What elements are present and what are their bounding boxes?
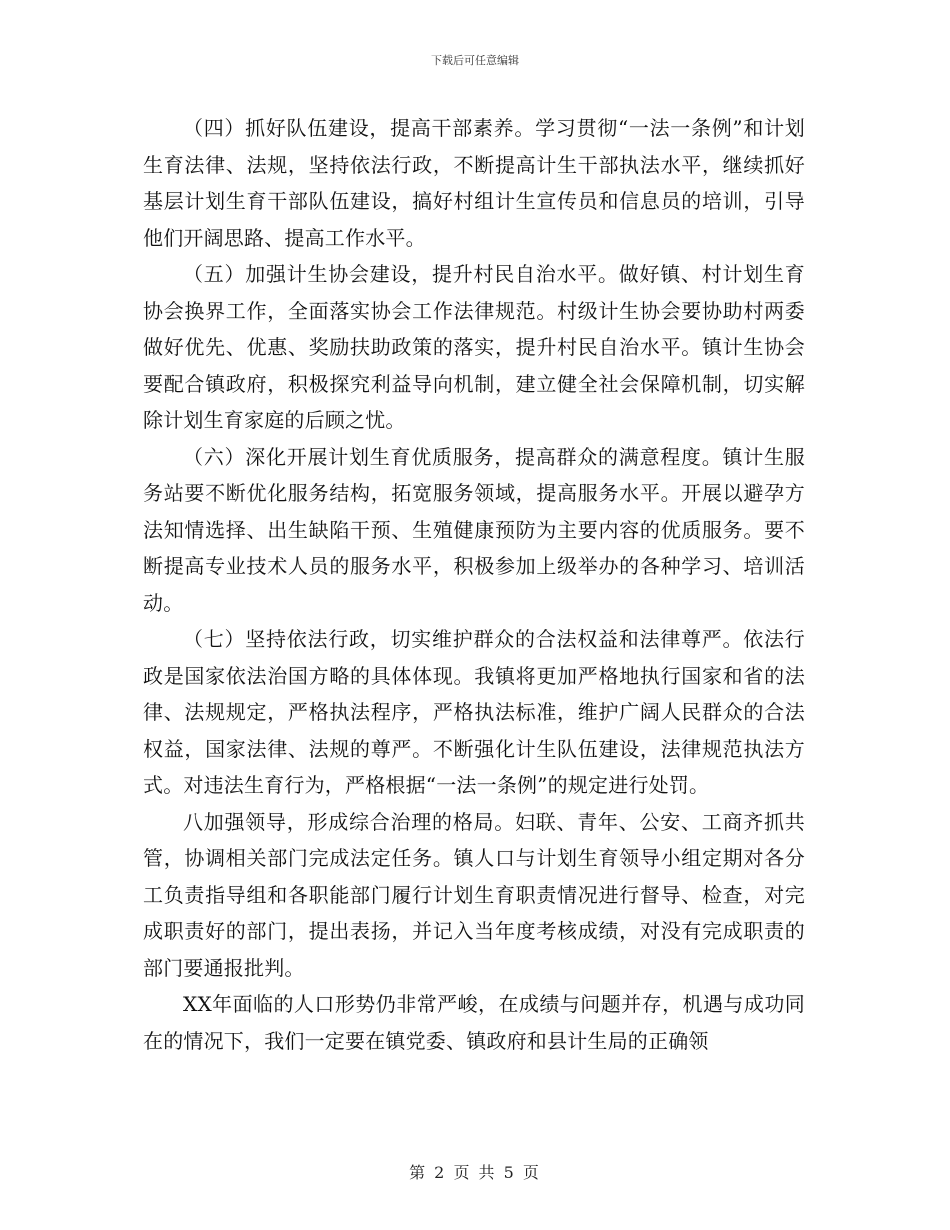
paragraph-leadership: 八加强领导，形成综合治理的格局。妇联、青年、公安、工商齐抓共管，协调相关部门完成法定任务。镇人口与计划生育领导小组定期对各分工负责指导组和各职能部门履行计划生育职责情况进行督导、检查，对完成职责好的部门，提出表扬，并记入当年度考核成绩，对没有完成职责的部门要通报批判。 bbox=[143, 809, 805, 980]
header-note: 下载后可任意编辑 bbox=[431, 54, 519, 67]
paragraph-quality-service: （六）深化开展计划生育优质服务，提高群众的满意程度。镇计生服务站要不断优化服务结构，拓宽服务领域，提高服务水平。开展以避孕方法知情选择、出生缺陷干预、生殖健康预防为主要内容的优质服务。要不断提高专业技术人员的服务水平，积极参加上级举办的各种学习、培训活动。 bbox=[143, 444, 805, 615]
document-body bbox=[143, 110, 805, 1059]
paragraph-lawful-administration: （七）坚持依法行政，切实维护群众的合法权益和法律尊严。依法行政是国家依法治国方略的具体体现。我镇将更加严格地执行国家和省的法律、法规规定，严格执法程序，严格执法标准，维护广阔人民群众的合法权益，国家法律、法规的尊严。不断强化计生队伍建设，法律规范执法方式。对违法生育行为，严格根据“一法一条例”的规定进行处罚。 bbox=[143, 627, 805, 797]
page-number-footer: 第 2 页 共 5 页 bbox=[409, 1163, 541, 1182]
paragraph-team-building: （四）抓好队伍建设，提高干部素养。学习贯彻“一法一条例”和计划生育法律、法规，坚持依法行政，不断提高计生干部执法水平，继续抓好基层计划生育干部队伍建设，搞好村组计生宣传员和信息员的培训，引导他们开阔思路、提高工作水平。 bbox=[143, 116, 805, 250]
paragraph-conclusion: XX年面临的人口形势仍非常严峻，在成绩与问题并存，机遇与成功同在的情况下，我们一定要在镇党委、镇政府和县计生局的正确领 bbox=[143, 992, 805, 1053]
paragraph-association-building: （五）加强计生协会建设，提升村民自治水平。做好镇、村计划生育协会换界工作，全面落实协会工作法律规范。村级计生协会要协助村两委做好优先、优惠、奖励扶助政策的落实，提升村民自治水平。镇计生协会要配合镇政府，积极探究利益导向机制，建立健全社会保障机制，切实解除计划生育家庭的后顾之忧。 bbox=[143, 262, 805, 432]
